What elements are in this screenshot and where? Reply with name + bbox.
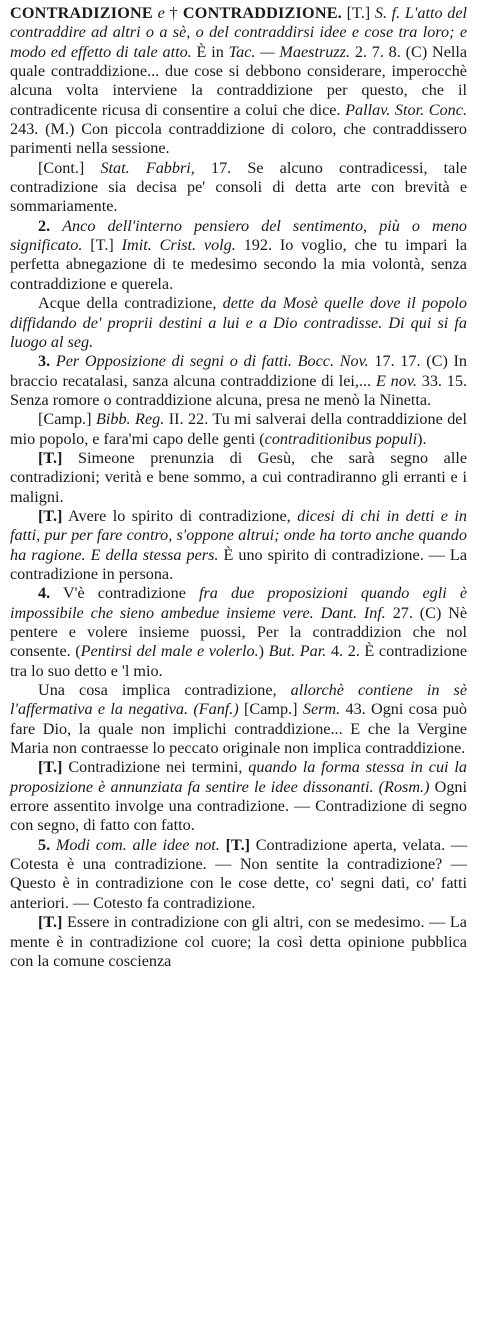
editor-tag: (M.) (45, 120, 75, 139)
source-citation: Imit. Crist. volg. (121, 236, 236, 255)
entry-paragraph-11 (10, 758, 467, 835)
source-citation: Tac. — Maestruzz. (228, 42, 351, 61)
editor-tag: [T.] (225, 835, 251, 854)
quotation: II. 22. Tu mi salverai della contraddizione del mio popolo, e fara'mi capo delle genti ( (10, 410, 467, 448)
example: Contradizione aperta, velata. — Cotesta è una contradizione. — Non sentite la contradizione? — Questo è in contradizione con le cose dette, co' segni dati, co' fatti anteriori. — Cotesto fa contradizione. (10, 835, 468, 912)
dictionary-entry (10, 4, 467, 971)
definition: L'atto del contraddire ad altri o a sè, o del contraddirsi idee e cose tra loro; e modo ed effetto di tale atto. (10, 4, 468, 61)
quotation: 4. 2. È contradizione tra lo suo detto e 'l mio. (10, 642, 468, 680)
citation-ref: 2. 7. 8. (354, 42, 401, 61)
phrase: Una cosa implica contradizione, (38, 681, 277, 700)
text-segment: ). (417, 429, 427, 448)
quotation: In braccio recatalasi, sanza alcuna contraddizione di lei,... (10, 352, 468, 390)
editor-tag: [T.] (90, 236, 114, 255)
quotation: Con piccola contraddizione di coloro, che contraddissero parimenti nella sessione. (10, 120, 468, 158)
source-citation: Bibb. Reg. (95, 410, 165, 429)
entry-paragraph-12 (10, 836, 467, 913)
editor-tag: (C) (405, 42, 428, 61)
entry-paragraph-5 (10, 352, 467, 410)
text-segment: È in (196, 42, 224, 61)
entry-paragraph-6 (10, 410, 467, 449)
quotation: 17. Se alcuno contradicessi, tale contradizione sia decisa pe' consoli di detta arte con brevità e sommariamente. (10, 158, 468, 216)
entry-paragraph-10 (10, 681, 467, 758)
source-citation: Pallav. Stor. Conc. (345, 100, 468, 119)
definition: dette da Mosè quelle dove il popolo diffidando de' proprii destini a lui e a Dio contradisse. Di qui si fa luogo al seg. (10, 294, 468, 351)
quotation: 192. Io voglio, che tu impari la perfetta abnegazione di te medesimo secondo la mia volontà, senza contraddizione e querela. (10, 236, 468, 293)
definition: dicesi di chi in detti e in fatti, pur per fare contro, s'oppone altrui; onde ha torto anche quando ha ragione. E della stessa pers. (10, 506, 468, 564)
entry-paragraph-3 (10, 217, 467, 294)
headword-variant: CONTRADDIZIONE. (182, 4, 342, 22)
entry-paragraph-8 (10, 507, 467, 584)
sense-number: 2. (38, 216, 51, 235)
sense-number: 4. (38, 584, 51, 603)
editor-tag: [Camp.] (244, 700, 298, 719)
editor-tag: [T.] (38, 448, 63, 467)
source-citation: (Rosm.) (378, 777, 430, 796)
gloss: Pentirsi del male e volerlo. (80, 642, 259, 661)
entry-paragraph-1 (10, 4, 467, 159)
entry-paragraph-2 (10, 159, 467, 217)
text-segment: ) (258, 642, 265, 661)
definition: fra due proposizioni quando egli è impossibile che sieno ambedue insieme vere. (10, 584, 468, 622)
source-citation: Stat. Fabbri, (100, 158, 195, 177)
quotation: 33. 15. Senza romore o contraddizione alcuna, presa ne menò la Ninetta. (10, 371, 468, 409)
definition: quando la forma stessa in cui la proposizione è annunziata fa sentire le idee dissonanti. (10, 758, 468, 796)
definition: Modi com. alle idee not. (55, 835, 220, 854)
phrase: Avere lo spirito di contradizione, (67, 506, 291, 525)
citation-ref: 243. (10, 120, 39, 139)
source-citation: E nov. (375, 371, 417, 390)
editor-tag: [T.] (38, 758, 63, 777)
citation-ref: 17. 17. (374, 352, 421, 371)
entry-paragraph-7 (10, 449, 467, 507)
sense-number: 5. (38, 835, 51, 854)
source-citation: Serm. (302, 700, 341, 719)
definition: allorchè contiene in sè l'affermativa e la negativa. (10, 681, 467, 719)
example: È uno spirito di contradizione. — La contradizione in persona. (10, 545, 468, 583)
editor-tag: [T.] (38, 913, 63, 932)
source-citation: Bocc. Nov. (297, 352, 369, 371)
source-citation: (Fanf.) (193, 700, 239, 719)
entry-paragraph-13 (10, 913, 467, 971)
phrase: V'è contradizione (62, 584, 186, 603)
editor-tag: (C) (426, 352, 448, 371)
entry-paragraph-4 (10, 294, 467, 352)
editor-tag: [Camp.] (38, 410, 92, 429)
citation-ref: 27. (392, 603, 413, 622)
source-citation: Dant. Inf. (320, 603, 386, 622)
latin-gloss: contraditionibus populi (264, 429, 418, 448)
sense-number: 3. (38, 352, 51, 371)
example: Ogni errore assentito involge una contradizione. — Contradizione di segno con segno, di fatto con fatto. (10, 777, 468, 835)
phrase: Acque della contradizione, (38, 294, 217, 313)
phrase: Contradizione nei termini, (68, 758, 243, 777)
editor-tag: [Cont.] (38, 158, 85, 177)
quotation: Simeone prenunzia di Gesù, che sarà segno alle contradizioni; verità e bene sommo, a cui contradiranno gli erranti e i maligni. (10, 448, 468, 506)
entry-paragraph-9 (10, 584, 467, 681)
quotation: Nè pentere e volere insieme puossi, Per la contraddizion che nol consente. ( (10, 603, 468, 661)
source-citation: But. Par. (268, 642, 327, 661)
dagger-mark: † (169, 4, 179, 22)
quotation: Nella quale contraddizione... due cose si debbono considerare, imperocchè alcuna volta interviene la contraddizione per questo, che il contradicente ricusa di consentire a colui che dice. (10, 42, 468, 119)
headword: CONTRADIZIONE (10, 4, 153, 22)
quotation: 43. Ogni cosa può fare Dio, la quale non implichi contraddizione... E che la Vergine Maria non contraesse lo peccato originale non implica contraddizione. (10, 700, 468, 758)
headword-conjunction: e (157, 4, 165, 22)
editor-tag: [T.] (346, 4, 371, 22)
editor-tag: [T.] (38, 506, 63, 525)
example: Essere in contradizione con gli altri, con se medesimo. — La mente è in contradizione col cuore; la così detta opinione pubblica con la comune coscienza (10, 913, 467, 970)
definition: Per Opposizione di segni o di fatti. (55, 352, 292, 371)
definition: Anco dell'interno pensiero del sentimento, più o meno significato. (10, 216, 468, 255)
grammar-label: S. f. (374, 4, 401, 22)
editor-tag: (C) (419, 603, 442, 622)
